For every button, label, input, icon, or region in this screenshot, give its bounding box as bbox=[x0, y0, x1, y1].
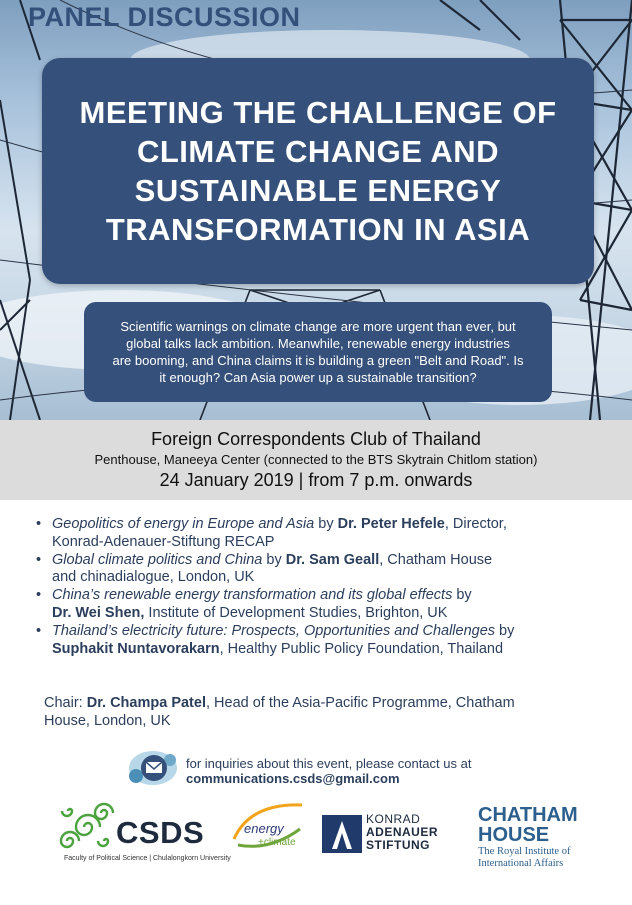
venue-name: Foreign Correspondents Club of Thailand bbox=[151, 429, 481, 449]
event-title-line: SUSTAINABLE ENERGY bbox=[134, 173, 502, 208]
kas-line: KONRAD bbox=[366, 812, 421, 826]
csds-spiral-logo-icon bbox=[56, 797, 120, 857]
intro-text-box bbox=[84, 302, 552, 402]
csds-logo: CSDS bbox=[116, 815, 205, 850]
talk-speaker: Dr. Wei Shen, bbox=[52, 604, 145, 621]
event-title-line: CLIMATE CHANGE AND bbox=[136, 134, 500, 169]
talks-list bbox=[36, 516, 626, 658]
event-datetime: 24 January 2019 | from 7 p.m. onwards bbox=[159, 470, 473, 490]
talk-affiliation: Konrad-Adenauer-Stiftung RECAP bbox=[52, 533, 275, 550]
contact-email-link[interactable]: communications.csds@gmail.com bbox=[186, 771, 400, 786]
event-title-line: MEETING THE CHALLENGE OF bbox=[79, 95, 557, 130]
chatham-sub-line: International Affairs bbox=[478, 858, 564, 869]
partner-logos bbox=[0, 795, 632, 905]
talk-topic: Global climate politics and China bbox=[52, 551, 263, 568]
talk-by: by bbox=[262, 551, 286, 568]
talk-by: by bbox=[314, 516, 338, 532]
talk-affiliation: and chinadialogue, London, UK bbox=[52, 569, 255, 586]
energy-climate-subtitle: +climate bbox=[258, 837, 296, 848]
chatham-line: CHATHAM bbox=[478, 804, 578, 826]
chair-info bbox=[44, 694, 604, 730]
intro-line: it enough? Can Asia power up a sustainable transition? bbox=[159, 370, 477, 385]
chair-label: Chair: bbox=[44, 695, 87, 711]
list-item bbox=[36, 623, 626, 659]
venue-address: Penthouse, Maneeya Center (connected to the BTS Skytrain Chitlom station) bbox=[94, 452, 538, 467]
bullet-icon: • bbox=[36, 622, 42, 639]
talk-topic: China’s renewable energy transformation and its global effects bbox=[52, 587, 453, 604]
talk-topic: Geopolitics of energy in Europe and Asia bbox=[52, 516, 315, 532]
csds-subtitle: Faculty of Political Science | Chulalongkorn University bbox=[64, 855, 231, 862]
talk-affiliation: Institute of Development Studies, Brighton, UK bbox=[144, 604, 448, 621]
talk-speaker: Suphakit Nuntavorakarn bbox=[52, 640, 220, 657]
chatham-house-logo bbox=[478, 805, 578, 845]
talk-affiliation: , Chatham House bbox=[379, 551, 493, 568]
kas-line: ADENAUER bbox=[366, 825, 439, 839]
talk-speaker: Dr. Peter Hefele bbox=[337, 516, 445, 532]
venue-band bbox=[0, 420, 632, 500]
intro-line: Scientific warnings on climate change are more urgent than ever, but bbox=[120, 319, 516, 334]
intro-line: global talks lack ambition. Meanwhile, renewable energy industries bbox=[126, 336, 510, 351]
talk-topic: Thailand’s electricity future: Prospects, Opportunities and Challenges bbox=[52, 622, 496, 639]
list-item bbox=[36, 516, 626, 552]
list-item bbox=[36, 587, 626, 623]
event-title-box bbox=[42, 58, 594, 284]
contact-prompt: for inquiries about this event, please contact us at bbox=[186, 756, 472, 771]
talk-speaker: Dr. Sam Geall bbox=[285, 551, 380, 568]
talk-affiliation: , Healthy Public Policy Foundation, Thailand bbox=[219, 640, 504, 657]
email-icon bbox=[128, 750, 178, 786]
chatham-sub-line: The Royal Institute of bbox=[478, 846, 571, 857]
kas-logo bbox=[366, 813, 438, 852]
contact-text bbox=[186, 756, 471, 786]
talk-by: by bbox=[495, 622, 515, 639]
list-item bbox=[36, 552, 626, 588]
event-title-line: TRANSFORMATION IN ASIA bbox=[105, 212, 531, 247]
chair-role: House, London, UK bbox=[44, 713, 171, 729]
kas-logo-icon bbox=[322, 815, 362, 853]
energy-climate-logo: energy bbox=[244, 821, 284, 836]
talk-affiliation: , Director, bbox=[444, 516, 507, 532]
bullet-icon: • bbox=[36, 551, 42, 568]
contact-section bbox=[128, 748, 548, 788]
talk-by: by bbox=[452, 587, 472, 604]
intro-line: are booming, and China claims it is building a green "Belt and Road". Is bbox=[112, 353, 524, 368]
panel-discussion-label: PANEL DISCUSSION bbox=[28, 2, 301, 32]
bullet-icon: • bbox=[36, 516, 42, 532]
chatham-house-subtitle bbox=[478, 846, 570, 870]
chair-name: Dr. Champa Patel bbox=[86, 695, 206, 711]
bullet-icon: • bbox=[36, 587, 42, 604]
kas-line: STIFTUNG bbox=[366, 838, 430, 852]
chatham-line: HOUSE bbox=[478, 824, 550, 846]
chair-role: , Head of the Asia-Pacific Programme, Chatham bbox=[205, 695, 515, 711]
